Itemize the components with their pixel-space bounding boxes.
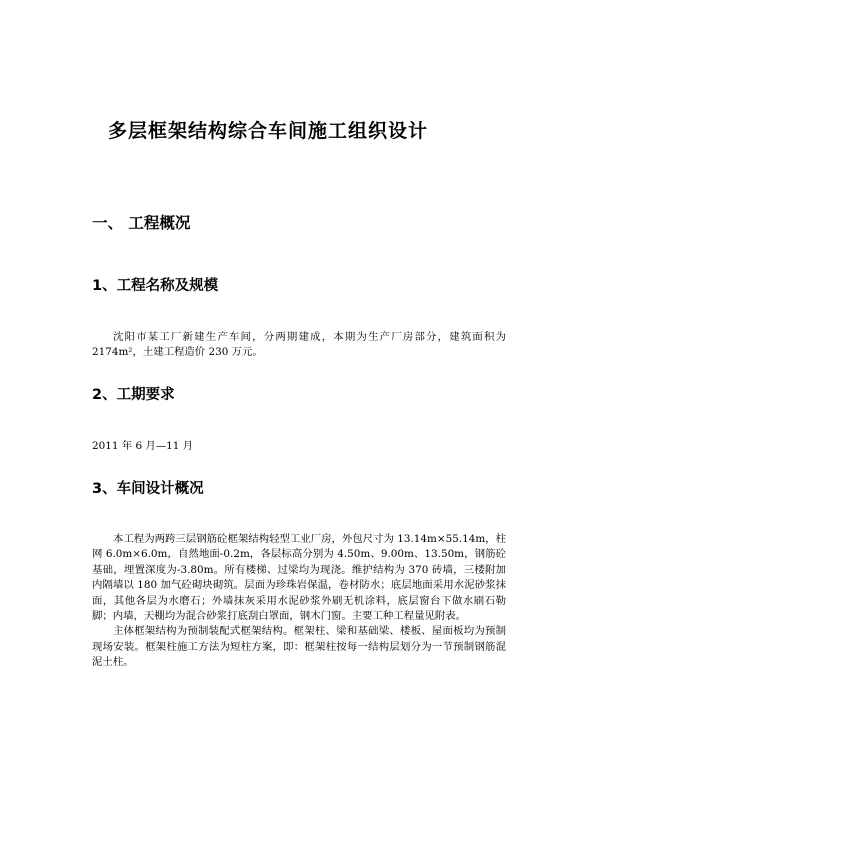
design-overview-body (92, 532, 506, 671)
subsection-heading-design-overview: 3、车间设计概况 (92, 481, 204, 497)
subsection-heading-name-scale: 1、工程名称及规模 (92, 278, 219, 294)
design-paragraph-2: 主体框架结构为预制装配式框架结构。框架柱、梁和基础梁、楼板、屋面板均为预制现场安装。框架柱施工方法为短柱方案，即：框架柱按每一结构层划分为一节预制钢筋混泥土柱。 (92, 625, 506, 669)
paragraph-text: 沈阳市某工厂新建生产车间，分两期建成，本期为生产厂房部分，建筑面积为 2174m²，土建工程造价 230 万元。 (92, 331, 506, 359)
paragraph-name-scale (92, 330, 506, 361)
section-heading-project-overview: 一、 工程概况 (92, 214, 191, 232)
design-paragraph-1: 本工程为两跨三层钢筋砼框架结构轻型工业厂房，外包尺寸为 13.14m×55.14m，柱网 6.0m×6.0m，自然地面-0.2m，各层标高分别为 4.50m、9.00m、13.50m，钢筋砼基础，埋置深度为-3.80m。所有楼梯、过梁均为现浇。维护结构为 370 砖墙，三楼附加内隔墙以 180 加气砼砌块砌筑。层面为珍珠岩保温，卷材防水；底层地面采用水泥砂浆抹面，其他各层为水磨石；外墙抹灰采用水泥砂浆外刷无机涂料，底层窗台下做水刷石勒脚；内墙，天棚均为混合砂浆打底刮白罩面，钢木门窗。主要工种工程量见附表。 (92, 533, 506, 623)
document-title: 多层框架结构综合车间施工组织设计 (108, 120, 429, 142)
subsection-heading-schedule: 2、工期要求 (92, 387, 175, 403)
schedule-text: 2011 年 6 月—11 月 (92, 440, 194, 452)
